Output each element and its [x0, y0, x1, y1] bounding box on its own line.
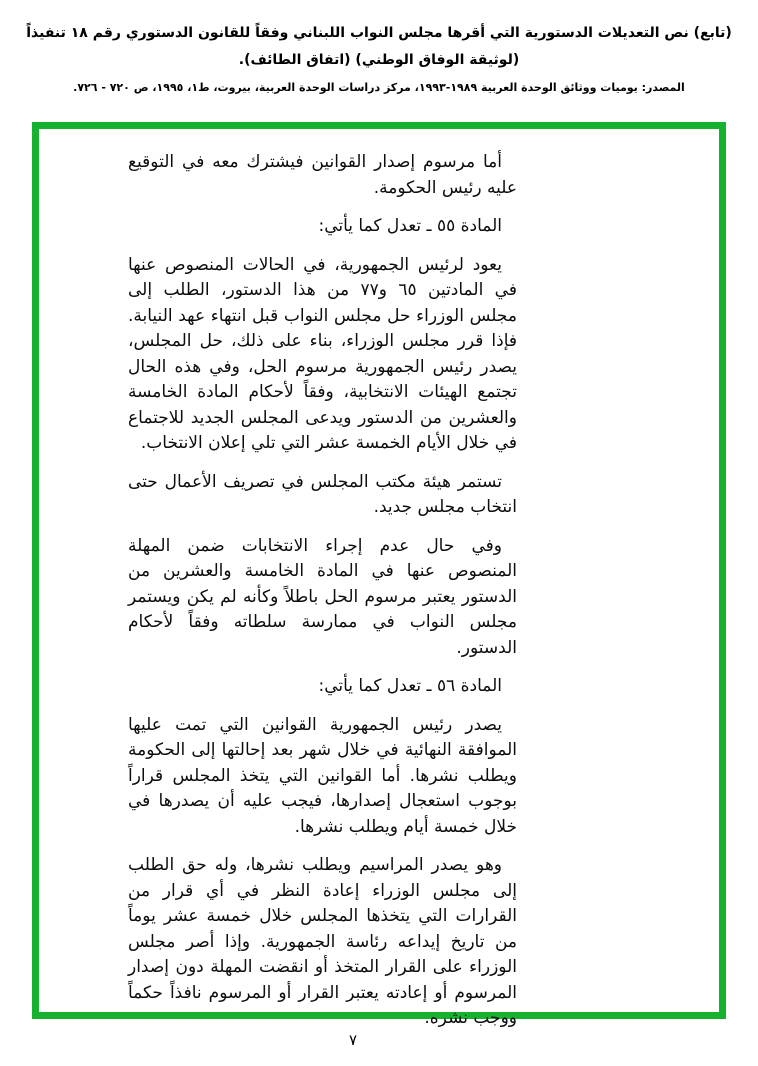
paragraph: أما مرسوم إصدار القوانين فيشترك معه في التوقيع عليه رئيس الحكومة.	[128, 152, 517, 198]
paragraph: وفي حال عدم إجراء الانتخابات ضمن المهلة المنصوص عنها في المادة الخامسة والعشرين من الدستور يعتبر مرسوم الحل باطلاً وكأنه لم يكن ويستمر مجلس النواب في ممارسة سلطاته وفقاً لأحكام الدستور.	[128, 535, 517, 658]
article-heading: المادة ٥٥ ـ تعدل كما يأتي:	[318, 216, 502, 236]
page-number: ٧	[348, 1031, 358, 1049]
paragraph: يعود لرئيس الجمهورية، في الحالات المنصوص عنها في المادتين ٦٥ و٧٧ من هذا الدستور، الطلب إلى مجلس الوزراء حل مجلس النواب قبل انتهاء عهد النيابة. فإذا قرر مجلس الوزراء، بناء على ذلك، حل المجلس، يصدر رئيس الجمهورية مرسوم الحل، وفي هذه الحال تجتمع الهيئات الانتخابية، وفقاً لأحكام المادة الخامسة والعشرين من الدستور ويدعى المجلس الجديد للاجتماع في خلال الأيام الخمسة عشر التي تلي إعلان الانتخاب.	[128, 254, 517, 453]
paragraph: تستمر هيئة مكتب المجلس في تصريف الأعمال حتى انتخاب مجلس جديد.	[128, 471, 517, 517]
paragraph: يصدر رئيس الجمهورية القوانين التي تمت عليها الموافقة النهائية في خلال شهر بعد إحالتها إلى الحكومة ويطلب نشرها. أما القوانين التي يتخذ المجلس قراراً بوجوب استعجال إصدارها، فيجب عليه أن يصدرها في خلال خمسة أيام ويطلب نشرها.	[128, 714, 517, 837]
paragraph: وهو يصدر المراسيم ويطلب نشرها، وله حق الطلب إلى مجلس الوزراء إعادة النظر في أي قرار من القرارات التي يتخذها المجلس خلال خمسة عشر يوماً من تاريخ إيداعه رئاسة الجمهورية. وإذا أصر مجلس الوزراء على القرار المتخذ أو انقضت المهلة دون إصدار المرسوم أو إعادته يعتبر القرار أو المرسوم نافذاً حكماً ووجب نشره.	[128, 855, 517, 1028]
article-heading: المادة ٥٦ ـ تعدل كما يأتي:	[318, 676, 502, 696]
document-text	[128, 150, 517, 1032]
highlight-frame	[32, 122, 726, 1028]
page-title: (تابع) نص التعديلات الدستورية التي أقرها مجلس النواب اللبناني وفقاً للقانون الدستوري رقم ١٨ تنفيذاً (لوثيقة الوفاق الوطني) (اتفاق الطائف).	[26, 25, 732, 68]
source-citation: المصدر: يوميات ووثائق الوحدة العربية ١٩٨٩-١٩٩٣، مركز دراسات الوحدة العربية، بيروت، ط١، ١٩٩٥، ص ٧٢٠ - ٧٢٦.	[73, 81, 685, 94]
